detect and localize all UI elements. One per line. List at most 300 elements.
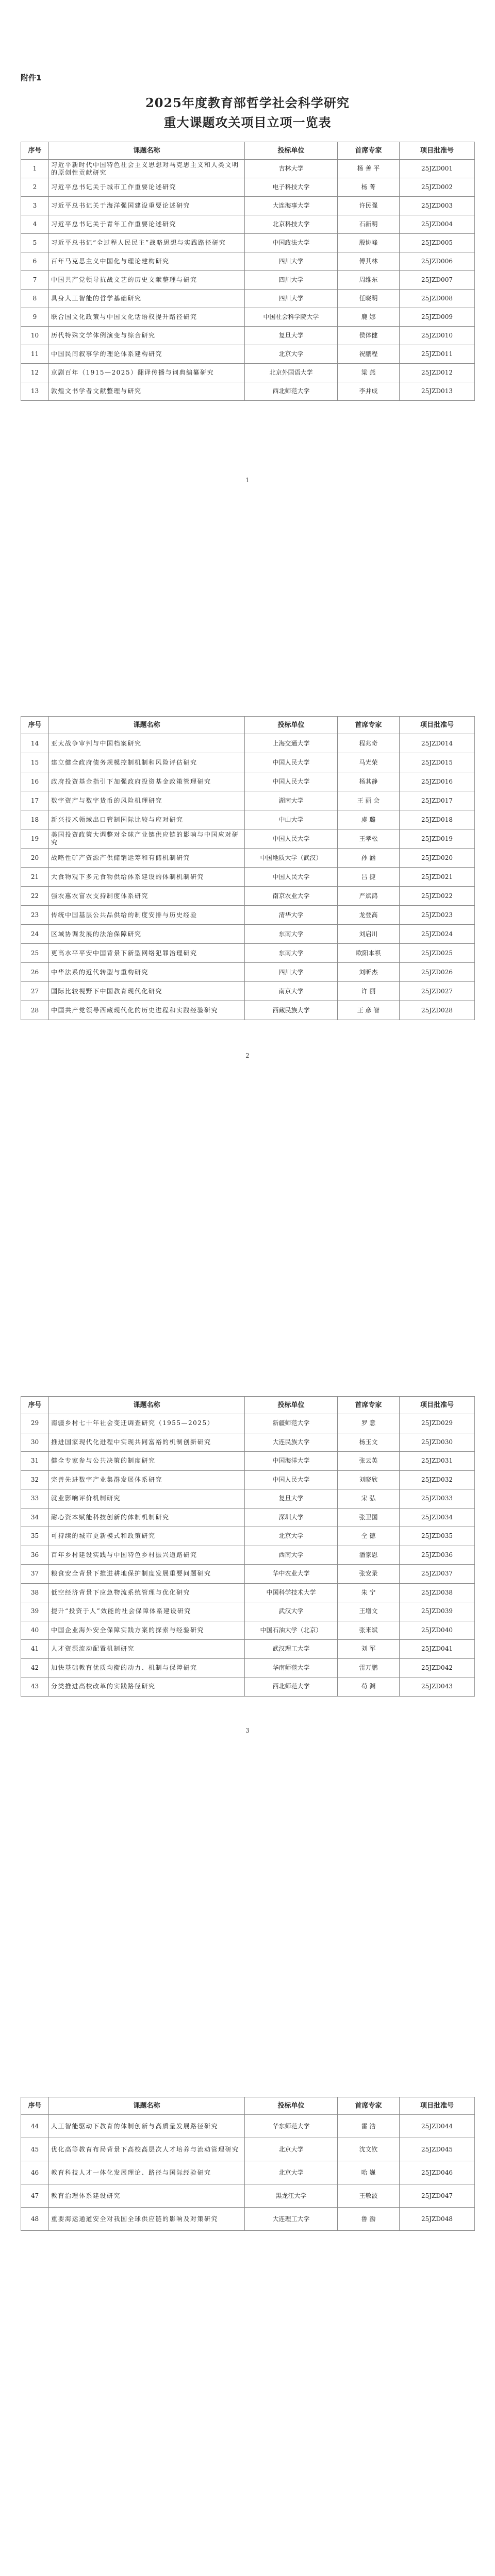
- cell-name: 中国企业海外安全保障实践方案的探索与经验研究: [49, 1621, 245, 1640]
- cell-name: 重要海运通道安全对我国全球供应链的影响及对策研究: [49, 2208, 245, 2231]
- table-row: [21, 753, 475, 772]
- table-row: [21, 1658, 475, 1677]
- cell-unit: 中山大学: [245, 810, 338, 829]
- cell-expert: 祝鹏程: [338, 345, 400, 364]
- table-row: [21, 1001, 475, 1020]
- table-row: [21, 887, 475, 906]
- projects-table: [21, 1396, 475, 1697]
- cell-no: 1: [21, 160, 49, 178]
- cell-expert: 刘昕杰: [338, 963, 400, 982]
- table-row: [21, 944, 475, 963]
- cell-no: 2: [21, 178, 49, 197]
- cell-name: 更高水平平安中国背景下新型网络犯罪治理研究: [49, 944, 245, 963]
- table-row: [21, 234, 475, 252]
- cell-unit: 东南大学: [245, 925, 338, 944]
- cell-approval: 25JZD046: [400, 2161, 475, 2184]
- header-expert: 首席专家: [338, 2097, 400, 2115]
- cell-approval: 25JZD010: [400, 327, 475, 345]
- cell-approval: 25JZD036: [400, 1546, 475, 1565]
- cell-expert: 鹿 娜: [338, 308, 400, 327]
- table-row: [21, 2115, 475, 2138]
- cell-no: 36: [21, 1546, 49, 1565]
- cell-unit: 四川大学: [245, 963, 338, 982]
- table-row: [21, 1414, 475, 1433]
- cell-name: 可持续的城市更新模式和政策研究: [49, 1527, 245, 1546]
- cell-unit: 中国人民大学: [245, 829, 338, 849]
- cell-unit: 中国科学技术大学: [245, 1583, 338, 1602]
- cell-name: 习近平新时代中国特色社会主义思想对马克思主义和人类文明的原创性贡献研究: [49, 160, 245, 178]
- header-expert: 首席专家: [338, 1397, 400, 1414]
- cell-unit: 吉林大学: [245, 160, 338, 178]
- cell-approval: 25JZD040: [400, 1621, 475, 1640]
- cell-unit: 四川大学: [245, 252, 338, 271]
- cell-name: 联合国文化政策与中国文化话语权提升路径研究: [49, 308, 245, 327]
- cell-unit: 大连海事大学: [245, 197, 338, 215]
- cell-expert: 殷协峰: [338, 234, 400, 252]
- cell-approval: 25JZD003: [400, 197, 475, 215]
- cell-approval: 25JZD039: [400, 1602, 475, 1621]
- table-row: [21, 2184, 475, 2208]
- cell-name: 低空经济背景下应急物流系统管理与优化研究: [49, 1583, 245, 1602]
- cell-unit: 西北师范大学: [245, 1677, 338, 1697]
- cell-no: 8: [21, 290, 49, 308]
- page-number: 3: [245, 1727, 250, 1734]
- cell-no: 7: [21, 271, 49, 290]
- cell-approval: 25JZD008: [400, 290, 475, 308]
- cell-approval: 25JZD043: [400, 1677, 475, 1697]
- cell-approval: 25JZD037: [400, 1565, 475, 1584]
- cell-expert: 杨 善 平: [338, 160, 400, 178]
- cell-expert: 哈 巍: [338, 2161, 400, 2184]
- cell-unit: 中国政法大学: [245, 234, 338, 252]
- cell-name: 完善先进数字产业集群发展体系研究: [49, 1470, 245, 1489]
- cell-unit: 南京农业大学: [245, 887, 338, 906]
- cell-no: 24: [21, 925, 49, 944]
- cell-unit: 大连理工大学: [245, 2208, 338, 2231]
- cell-approval: 25JZD048: [400, 2208, 475, 2231]
- cell-approval: 25JZD034: [400, 1508, 475, 1527]
- cell-no: 29: [21, 1414, 49, 1433]
- cell-expert: 梁 燕: [338, 364, 400, 382]
- cell-no: 44: [21, 2115, 49, 2138]
- cell-approval: 25JZD005: [400, 234, 475, 252]
- cell-no: 41: [21, 1640, 49, 1659]
- cell-no: 47: [21, 2184, 49, 2208]
- cell-name: 推进国家现代化进程中实现共同富裕的机制创新研究: [49, 1433, 245, 1452]
- cell-unit: 北京大学: [245, 2161, 338, 2184]
- cell-name: 习近平总书记“全过程人民民主”战略思想与实践路径研究: [49, 234, 245, 252]
- cell-expert: 吕 捷: [338, 868, 400, 887]
- table-row: [21, 925, 475, 944]
- cell-name: 优化高等教育布局背景下高校高层次人才培养与流动管理研究: [49, 2138, 245, 2161]
- cell-unit: 北京大学: [245, 1527, 338, 1546]
- cell-expert: 王 彦 智: [338, 1001, 400, 1020]
- cell-no: 45: [21, 2138, 49, 2161]
- header-expert: 首席专家: [338, 717, 400, 734]
- cell-name: 中国共产党领导抗战文艺的历史文献整理与研究: [49, 271, 245, 290]
- cell-unit: 黑龙江大学: [245, 2184, 338, 2208]
- cell-name: 教育治理体系建设研究: [49, 2184, 245, 2208]
- cell-expert: 刘启川: [338, 925, 400, 944]
- cell-approval: 25JZD022: [400, 887, 475, 906]
- annex-label: 附件1: [21, 73, 42, 82]
- cell-no: 28: [21, 1001, 49, 1020]
- cell-unit: 复旦大学: [245, 327, 338, 345]
- cell-no: 16: [21, 772, 49, 791]
- cell-no: 6: [21, 252, 49, 271]
- cell-expert: 朱 宁: [338, 1583, 400, 1602]
- cell-expert: 杨玉文: [338, 1433, 400, 1452]
- table-page-2: [0, 716, 495, 1020]
- cell-unit: 复旦大学: [245, 1489, 338, 1509]
- cell-unit: 上海交通大学: [245, 734, 338, 753]
- cell-approval: 25JZD007: [400, 271, 475, 290]
- table-header-row: [21, 717, 475, 734]
- cell-unit: 中国人民大学: [245, 772, 338, 791]
- document-title-line1: 2025年度教育部哲学社会科学研究: [145, 95, 350, 110]
- cell-no: 33: [21, 1489, 49, 1509]
- table-row: [21, 271, 475, 290]
- cell-name: 大食物观下多元食物供给体系建设的体制机制研究: [49, 868, 245, 887]
- cell-no: 11: [21, 345, 49, 364]
- table-row: [21, 906, 475, 925]
- cell-unit: 武汉大学: [245, 1602, 338, 1621]
- cell-name: 区域协调发展的法治保障研究: [49, 925, 245, 944]
- header-name: 课题名称: [49, 717, 245, 734]
- table-row: [21, 160, 475, 178]
- cell-approval: 25JZD012: [400, 364, 475, 382]
- cell-name: 就业影响评价机制研究: [49, 1489, 245, 1509]
- cell-expert: 任晓明: [338, 290, 400, 308]
- cell-expert: 虞 璐: [338, 810, 400, 829]
- cell-approval: 25JZD016: [400, 772, 475, 791]
- table-page-3: [0, 1396, 495, 1697]
- cell-unit: 北京大学: [245, 345, 338, 364]
- cell-unit: 中国社会科学院大学: [245, 308, 338, 327]
- cell-name: 加快基础教育优质均衡的动力、机制与保障研究: [49, 1658, 245, 1677]
- cell-name: 亚太战争审判与中国档案研究: [49, 734, 245, 753]
- cell-approval: 25JZD031: [400, 1452, 475, 1471]
- cell-approval: 25JZD023: [400, 906, 475, 925]
- header-unit: 投标单位: [245, 142, 338, 160]
- cell-no: 15: [21, 753, 49, 772]
- cell-name: 建立健全政府债务规模控制机制和风险评估研究: [49, 753, 245, 772]
- cell-expert: 荀 渊: [338, 1677, 400, 1697]
- cell-approval: 25JZD042: [400, 1658, 475, 1677]
- projects-table: [21, 142, 475, 401]
- cell-expert: 严斌鸿: [338, 887, 400, 906]
- cell-approval: 25JZD018: [400, 810, 475, 829]
- table-row: [21, 1583, 475, 1602]
- cell-expert: 鲁 渤: [338, 2208, 400, 2231]
- header-approval: 项目批准号: [400, 142, 475, 160]
- cell-expert: 李并成: [338, 382, 400, 401]
- header-unit: 投标单位: [245, 2097, 338, 2115]
- cell-unit: 北京科技大学: [245, 215, 338, 234]
- header-unit: 投标单位: [245, 1397, 338, 1414]
- cell-approval: 25JZD002: [400, 178, 475, 197]
- cell-no: 22: [21, 887, 49, 906]
- cell-name: 耐心资本赋能科技创新的体制机制研究: [49, 1508, 245, 1527]
- table-row: [21, 2208, 475, 2231]
- page-number: 2: [245, 1052, 250, 1059]
- table-row: [21, 1546, 475, 1565]
- cell-expert: 程兆奇: [338, 734, 400, 753]
- cell-unit: 新疆师范大学: [245, 1414, 338, 1433]
- cell-approval: 25JZD029: [400, 1414, 475, 1433]
- cell-no: 27: [21, 982, 49, 1001]
- table-row: [21, 252, 475, 271]
- cell-expert: 杨 菁: [338, 178, 400, 197]
- cell-no: 38: [21, 1583, 49, 1602]
- cell-unit: 大连民族大学: [245, 1433, 338, 1452]
- cell-no: 18: [21, 810, 49, 829]
- cell-name: 美国投资政策大调整对全球产业链供应链的影响与中国应对研究: [49, 829, 245, 849]
- cell-no: 4: [21, 215, 49, 234]
- cell-no: 30: [21, 1433, 49, 1452]
- header-no: 序号: [21, 2097, 49, 2115]
- table-row: [21, 1677, 475, 1697]
- cell-unit: 武汉理工大学: [245, 1640, 338, 1659]
- cell-name: 中华法系的近代转型与重构研究: [49, 963, 245, 982]
- cell-approval: 25JZD025: [400, 944, 475, 963]
- cell-name: 政府投资基金指引下加强政府投资基金政策管理研究: [49, 772, 245, 791]
- cell-name: 人才资源流动配置机制研究: [49, 1640, 245, 1659]
- cell-expert: 王 丽 会: [338, 791, 400, 810]
- cell-unit: 西北师范大学: [245, 382, 338, 401]
- cell-expert: 王孝松: [338, 829, 400, 849]
- cell-expert: 石新明: [338, 215, 400, 234]
- table-row: [21, 1527, 475, 1546]
- cell-expert: 许民强: [338, 197, 400, 215]
- table-header-row: [21, 142, 475, 160]
- cell-unit: 西南大学: [245, 1546, 338, 1565]
- projects-table: [21, 716, 475, 1020]
- cell-expert: 张来斌: [338, 1621, 400, 1640]
- cell-name: 粮食安全背景下推进耕地保护制度发展重要问题研究: [49, 1565, 245, 1584]
- cell-unit: 中国人民大学: [245, 1470, 338, 1489]
- cell-expert: 潘家恩: [338, 1546, 400, 1565]
- cell-expert: 马光荣: [338, 753, 400, 772]
- cell-name: 中国共产党领导西藏现代化的历史进程和实践经验研究: [49, 1001, 245, 1020]
- header-approval: 项目批准号: [400, 2097, 475, 2115]
- cell-expert: 周维东: [338, 271, 400, 290]
- cell-name: 南疆乡村七十年社会变迁调查研究（1955—2025）: [49, 1414, 245, 1433]
- table-row: [21, 963, 475, 982]
- cell-no: 40: [21, 1621, 49, 1640]
- cell-no: 21: [21, 868, 49, 887]
- header-no: 序号: [21, 142, 49, 160]
- header-expert: 首席专家: [338, 142, 400, 160]
- cell-approval: 25JZD044: [400, 2115, 475, 2138]
- table-row: [21, 1602, 475, 1621]
- cell-no: 19: [21, 829, 49, 849]
- cell-expert: 张卫国: [338, 1508, 400, 1527]
- cell-expert: 刘 军: [338, 1640, 400, 1659]
- table-row: [21, 215, 475, 234]
- cell-expert: 张安录: [338, 1565, 400, 1584]
- table-row: [21, 1489, 475, 1509]
- cell-name: 教育科技人才一体化发展理论、路径与国际经验研究: [49, 2161, 245, 2184]
- table-row: [21, 1452, 475, 1471]
- table-row: [21, 364, 475, 382]
- cell-name: 习近平总书记关于海洋强国建设重要论述研究: [49, 197, 245, 215]
- cell-no: 20: [21, 849, 49, 868]
- cell-no: 12: [21, 364, 49, 382]
- cell-name: 中国民间叙事学的理论体系建构研究: [49, 345, 245, 364]
- cell-unit: 四川大学: [245, 271, 338, 290]
- cell-unit: 清华大学: [245, 906, 338, 925]
- cell-name: 新兴技术领域出口管制国际比较与应对研究: [49, 810, 245, 829]
- cell-name: 强农惠农富农支持制度体系研究: [49, 887, 245, 906]
- cell-no: 46: [21, 2161, 49, 2184]
- cell-approval: 25JZD035: [400, 1527, 475, 1546]
- cell-no: 25: [21, 944, 49, 963]
- cell-name: 数字资产与数字货币的风险机理研究: [49, 791, 245, 810]
- header-no: 序号: [21, 717, 49, 734]
- cell-unit: 华南师范大学: [245, 1658, 338, 1677]
- cell-name: 习近平总书记关于城市工作重要论述研究: [49, 178, 245, 197]
- table-row: [21, 849, 475, 868]
- cell-approval: 25JZD027: [400, 982, 475, 1001]
- table-row: [21, 327, 475, 345]
- cell-unit: 中国海洋大学: [245, 1452, 338, 1471]
- cell-expert: 沈文钦: [338, 2138, 400, 2161]
- table-row: [21, 2161, 475, 2184]
- cell-no: 10: [21, 327, 49, 345]
- cell-no: 31: [21, 1452, 49, 1471]
- table-row: [21, 197, 475, 215]
- table-row: [21, 1640, 475, 1659]
- cell-name: 具身人工智能的哲学基础研究: [49, 290, 245, 308]
- cell-no: 3: [21, 197, 49, 215]
- cell-approval: 25JZD020: [400, 849, 475, 868]
- cell-no: 42: [21, 1658, 49, 1677]
- cell-no: 35: [21, 1527, 49, 1546]
- cell-no: 32: [21, 1470, 49, 1489]
- table-row: [21, 2138, 475, 2161]
- header-approval: 项目批准号: [400, 717, 475, 734]
- cell-approval: 25JZD015: [400, 753, 475, 772]
- cell-name: 百年乡村建设实践与中国特色乡村振兴道路研究: [49, 1546, 245, 1565]
- document-title-line2: 重大课题攻关项目立项一览表: [163, 115, 332, 130]
- cell-name: 传统中国基层公共品供给的制度安排与历史经验: [49, 906, 245, 925]
- table-row: [21, 810, 475, 829]
- cell-approval: 25JZD030: [400, 1433, 475, 1452]
- cell-approval: 25JZD021: [400, 868, 475, 887]
- cell-unit: 深圳大学: [245, 1508, 338, 1527]
- table-row: [21, 290, 475, 308]
- cell-approval: 25JZD033: [400, 1489, 475, 1509]
- table-page-1: [0, 142, 495, 401]
- cell-unit: 北京大学: [245, 2138, 338, 2161]
- page-number: 1: [245, 477, 250, 484]
- cell-approval: 25JZD024: [400, 925, 475, 944]
- cell-no: 5: [21, 234, 49, 252]
- table-header-row: [21, 1397, 475, 1414]
- cell-unit: 中国人民大学: [245, 753, 338, 772]
- header-name: 课题名称: [49, 2097, 245, 2115]
- table-row: [21, 982, 475, 1001]
- cell-expert: 欧阳本祺: [338, 944, 400, 963]
- table-row: [21, 178, 475, 197]
- cell-approval: 25JZD001: [400, 160, 475, 178]
- cell-unit: 四川大学: [245, 290, 338, 308]
- cell-no: 14: [21, 734, 49, 753]
- cell-approval: 25JZD011: [400, 345, 475, 364]
- cell-expert: 罗 意: [338, 1414, 400, 1433]
- cell-approval: 25JZD004: [400, 215, 475, 234]
- cell-expert: 王敬波: [338, 2184, 400, 2208]
- cell-name: 战略性矿产资源产供储销运筹和有储机制研究: [49, 849, 245, 868]
- cell-name: 提升“投资于人”效能的社会保障体系建设研究: [49, 1602, 245, 1621]
- cell-unit: 湖南大学: [245, 791, 338, 810]
- cell-name: 历代特殊文学体例演变与综合研究: [49, 327, 245, 345]
- cell-approval: 25JZD014: [400, 734, 475, 753]
- table-row: [21, 1508, 475, 1527]
- cell-expert: 宋 弘: [338, 1489, 400, 1509]
- header-name: 课题名称: [49, 142, 245, 160]
- table-row: [21, 382, 475, 401]
- cell-expert: 傅其林: [338, 252, 400, 271]
- cell-name: 人工智能驱动下教育的体制创新与高质量发展路径研究: [49, 2115, 245, 2138]
- cell-name: 分类推进高校改革的实践路径研究: [49, 1677, 245, 1697]
- table-row: [21, 772, 475, 791]
- cell-unit: 南京大学: [245, 982, 338, 1001]
- cell-approval: 25JZD047: [400, 2184, 475, 2208]
- cell-approval: 25JZD045: [400, 2138, 475, 2161]
- cell-unit: 西藏民族大学: [245, 1001, 338, 1020]
- cell-no: 39: [21, 1602, 49, 1621]
- cell-no: 13: [21, 382, 49, 401]
- cell-unit: 中国地质大学（武汉）: [245, 849, 338, 868]
- projects-table: [21, 2097, 475, 2231]
- cell-approval: 25JZD017: [400, 791, 475, 810]
- header-unit: 投标单位: [245, 717, 338, 734]
- cell-expert: 龙登高: [338, 906, 400, 925]
- cell-name: 健全专家参与公共决策的制度研究: [49, 1452, 245, 1471]
- cell-approval: 25JZD013: [400, 382, 475, 401]
- cell-approval: 25JZD026: [400, 963, 475, 982]
- cell-expert: 孙 涵: [338, 849, 400, 868]
- cell-name: 百年马克思主义中国化与理论建构研究: [49, 252, 245, 271]
- cell-unit: 中国石油大学（北京）: [245, 1621, 338, 1640]
- cell-unit: 华东师范大学: [245, 2115, 338, 2138]
- cell-approval: 25JZD038: [400, 1583, 475, 1602]
- cell-expert: 雷 浩: [338, 2115, 400, 2138]
- cell-no: 34: [21, 1508, 49, 1527]
- cell-no: 37: [21, 1565, 49, 1584]
- table-row: [21, 791, 475, 810]
- cell-name: 习近平总书记关于青年工作重要论述研究: [49, 215, 245, 234]
- header-approval: 项目批准号: [400, 1397, 475, 1414]
- cell-expert: 杨其静: [338, 772, 400, 791]
- cell-expert: 仝 德: [338, 1527, 400, 1546]
- cell-expert: 刘晓欣: [338, 1470, 400, 1489]
- table-row: [21, 734, 475, 753]
- cell-expert: 雷万鹏: [338, 1658, 400, 1677]
- cell-expert: 张云英: [338, 1452, 400, 1471]
- table-row: [21, 345, 475, 364]
- cell-no: 23: [21, 906, 49, 925]
- cell-no: 43: [21, 1677, 49, 1697]
- cell-no: 48: [21, 2208, 49, 2231]
- cell-unit: 华中农业大学: [245, 1565, 338, 1584]
- table-row: [21, 308, 475, 327]
- cell-expert: 王增文: [338, 1602, 400, 1621]
- cell-no: 17: [21, 791, 49, 810]
- table-row: [21, 829, 475, 849]
